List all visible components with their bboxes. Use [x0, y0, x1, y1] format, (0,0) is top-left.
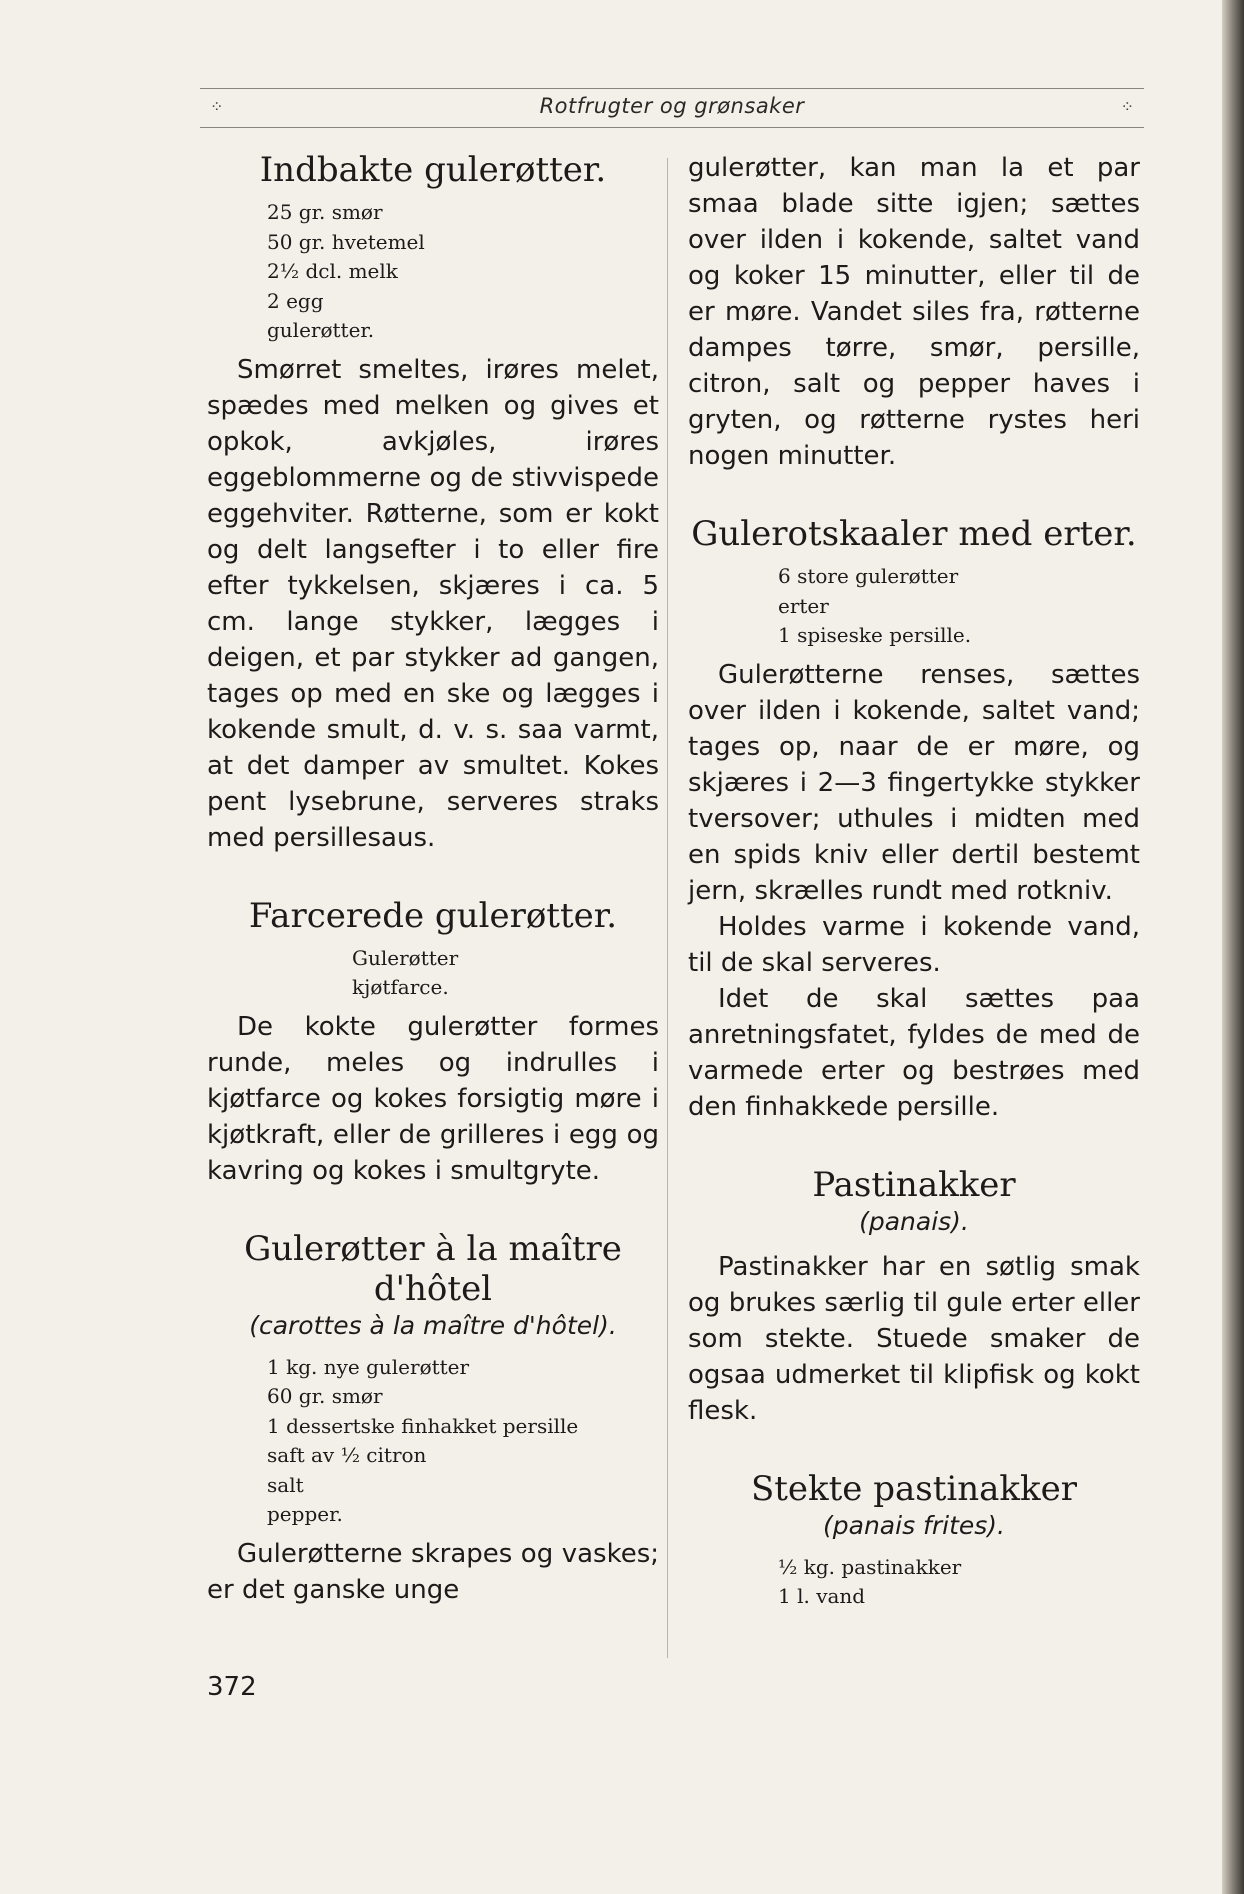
recipe-title: Gulerotskaaler med erter. — [691, 514, 1137, 554]
recipe-text: Gulerøtterne renses, sættes over ilden i kokende, saltet vand; tages op, naar de er møre, og skjæres i 2—3 fingertykke stykker tversover; uthules i midten med en spids kniv eller dertil bestemt jern, skrælles rundt med rotkniv. — [688, 659, 1140, 906]
recipe-text: Pastinakker har en søtlig smak og brukes særlig til gule erter eller som stekte. Stuede smaker de ogsaa udmerket til klipfisk og kokt flesk. — [688, 1251, 1140, 1426]
recipe-text: Idet de skal sættes paa anretningsfatet, fyldes de med de varmede erter og bestrøes med den finhakkede persille. — [688, 983, 1140, 1122]
recipe-subtitle: (panais frites). — [823, 1510, 1005, 1540]
ornament-right-icon: ⁘ — [1120, 97, 1134, 116]
continued-text: gulerøtter, kan man la et par smaa blade sitte igjen; sættes over ilden i kokende, saltet vand og koker 15 minutter, eller til de er møre. Vandet siles fra, røtterne dampes tørre, smør, persille, citron, salt og pepper haves i gryten, og røtterne rystes heri nogen minutter. — [688, 153, 1140, 471]
ingredient: kjøtfarce. — [352, 975, 449, 999]
recipe-title-line2: d'hôtel — [373, 1268, 493, 1309]
recipe-text: Holdes varme i kokende vand, til de skal serveres. — [688, 911, 1140, 978]
ingredient: ½ kg. pastinakker — [778, 1554, 962, 1579]
ingredient: pepper. — [267, 1502, 343, 1526]
ingredient: 6 store gulerøtter — [778, 564, 959, 588]
ingredient: erter — [778, 593, 829, 618]
recipe-title: Stekte pastinakker — [750, 1468, 1078, 1509]
ingredient: 60 gr. smør — [267, 1384, 383, 1408]
ornament-left-icon: ⁘ — [210, 97, 224, 116]
recipe-farcerede — [207, 896, 659, 1189]
ingredient: 25 gr. smør — [267, 200, 383, 224]
ingredient: 1 spiseske persille. — [778, 623, 972, 647]
recipe-indbakte — [207, 150, 659, 856]
ingredient: 2½ dcl. melk — [267, 259, 398, 283]
ingredient: salt — [267, 1472, 304, 1497]
ingredient-list — [207, 944, 659, 1003]
recipe-pastinakker — [688, 1165, 1140, 1429]
ingredient: 1 dessertske finhakket persille — [267, 1413, 579, 1438]
recipe-text: Smørret smeltes, irøres melet, spædes med melken og gives et opkok, avkjøles, irøres eggeblommerne og de stivvispede eggehviter. Røtterne, som er kokt og delt langsefter i to eller fire efter tykkelsen, skjæres i ca. 5 cm. lange stykker, lægges i deigen, et par stykker ad gangen, tages op med en ske og lægges i kokende smult, d. v. s. saa varmt, at det damper av smultet. Kokes pent lysebrune, serveres straks med persillesaus. — [207, 354, 659, 853]
ingredient: saft av ½ citron — [267, 1443, 427, 1467]
page-edge — [1222, 0, 1244, 1894]
ingredient: gulerøtter. — [267, 318, 375, 342]
ingredient: 1 l. vand — [778, 1584, 866, 1608]
left-column — [207, 150, 659, 1608]
recipe-maitre-dhotel — [207, 1229, 659, 1608]
ingredient: 50 gr. hvetemel — [267, 229, 425, 254]
ingredient: 2 egg — [267, 288, 324, 313]
ingredient-list — [688, 1553, 1140, 1612]
ingredient-list — [207, 198, 659, 346]
recipe-stekte-pastinakker — [688, 1469, 1140, 1612]
recipe-title: Pastinakker — [812, 1164, 1016, 1205]
recipe-title: Indbakte gulerøtter. — [259, 150, 607, 190]
ingredient: 1 kg. nye gulerøtter — [267, 1354, 470, 1379]
running-header — [200, 88, 1144, 128]
header-title: Rotfrugter og grønsaker — [539, 94, 805, 118]
ingredient-list — [207, 1353, 659, 1530]
ingredient: Gulerøtter — [352, 945, 459, 970]
column-divider — [667, 158, 668, 1658]
ingredient-list — [688, 562, 1140, 651]
recipe-subtitle: (panais). — [859, 1206, 969, 1236]
right-column — [688, 150, 1140, 1618]
recipe-subtitle: (carottes à la maître d'hôtel). — [249, 1310, 617, 1340]
recipe-title: Farcerede gulerøtter. — [248, 895, 618, 936]
recipe-gulerotskaaler — [688, 514, 1140, 1125]
page-number: 372 — [207, 1672, 257, 1702]
recipe-text: De kokte gulerøtter formes runde, meles og indrulles i kjøtfarce og kokes forsigtig møre i kjøtkraft, eller de grilleres i egg og kavring og kokes i smultgryte. — [207, 1011, 659, 1186]
recipe-text: Gulerøtterne skrapes og vaskes; er det ganske unge — [207, 1538, 659, 1605]
recipe-title-line1: Gulerøtter à la maître — [244, 1228, 622, 1269]
